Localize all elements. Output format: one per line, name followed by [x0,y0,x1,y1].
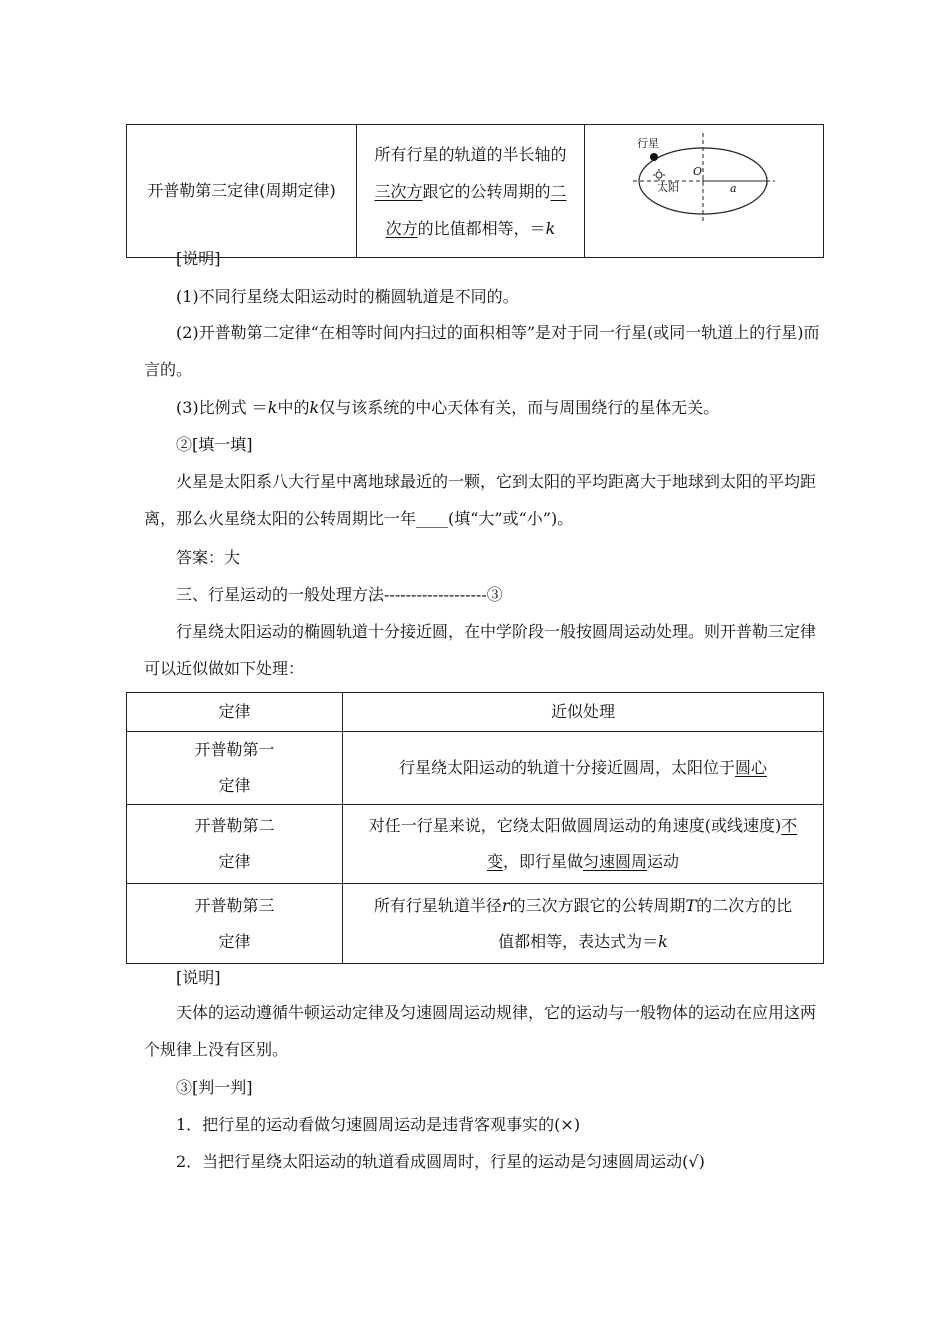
planet-dot [650,153,658,161]
fill-heading: ②[填一填] [176,435,253,454]
approx-text: 行星绕太阳运动的轨道十分接近圆周，太阳位于 [398,758,735,777]
approx-text: 对任一行星来说，它绕太阳做圆周运动的角速度(或线速度) [368,816,782,835]
diagram-cell [585,125,824,258]
underline-answer: 圆心 [735,758,768,777]
underline-cubic: 三次方 [374,181,423,201]
law-name: 定律 [218,776,251,795]
approx-text: 运动 [647,852,680,871]
law-name: 开普勒第三 [194,895,275,915]
law-name: 定律 [218,852,251,871]
sun-label: 太阳 [657,181,679,194]
approx-table [126,692,824,964]
law-line-2 [367,173,574,210]
law-name: 开普勒第一 [194,740,275,759]
constant-k: k [545,218,556,238]
section-title: 三、行星运动的一般处理方法-------------------③ [176,585,503,604]
approx-cell [343,884,824,964]
law-name: 定律 [218,931,251,951]
law-line-1: 所有行星的轨道的半长轴的 [374,144,567,164]
notes-heading: [说明] [176,249,221,268]
note-2: (2)开普勒第二定律“在相等时间内扫过的面积相等”是对于同一行星(或同一轨道上的行星)而言的。 [144,323,820,379]
approx-text: 的二次方的比 [696,895,793,915]
approx-line [353,888,813,924]
note-1: (1)不同行星绕太阳运动时的椭圆轨道是不同的。 [176,287,519,306]
approx-line [353,808,813,844]
approx-text: 值都相等，表达式为＝ [498,931,659,951]
header-law: 定律 [127,693,343,732]
sun-icon [653,169,665,181]
header-approx: 近似处理 [343,693,824,732]
note-3-text: (3)比例式 ＝ [176,398,268,417]
underline-answer: 匀速圆周 [583,852,648,871]
law-content-cell [356,125,584,258]
fill-question: 火星是太阳系八大行星中离地球最近的一颗，它到太阳的平均距离大于地球到太阳的平均距离，那么火星绕太阳的公转周期比一年____(填“大”或“小”)。 [144,472,817,528]
approx-line [353,844,813,880]
judge-item-2: 2．当把行星绕太阳运动的轨道看成圆周时，行星的运动是匀速圆周运动(√) [176,1152,705,1171]
underline-answer: 不 [781,816,798,835]
table-row [127,125,824,258]
table-row [127,884,824,964]
law-text: 跟它的公转周期的 [422,181,551,201]
note-3-text: 中的 [277,398,310,417]
approx-line [353,924,813,960]
judge-item-1: 1．把行星的运动看做匀速圆周运动是违背客观事实的(×) [176,1115,581,1134]
variable-T: T [685,895,697,915]
underline-square-2: 次方 [385,218,418,238]
orbit-diagram [585,125,823,244]
table-row [127,732,824,805]
approx-text: ，即行星做 [502,852,583,871]
kepler3-table [126,124,824,258]
note-3-text: 仅与该系统的中心天体有关，而与周围绕行的星体无关。 [319,398,720,417]
section-intro: 行星绕太阳运动的椭圆轨道十分接近圆，在中学阶段一般按圆周运动处理。则开普勒三定律可以近似做如下处理： [144,622,817,678]
notes-heading: [说明] [176,968,221,987]
fill-answer: 答案：大 [176,548,241,567]
law-cell [127,732,343,805]
law-line-3 [367,210,574,247]
constant-k: k [267,398,278,417]
law-name: 开普勒第三定律(周期定律) [147,181,336,200]
center-label: O [693,165,703,178]
approx-text: 所有行星轨道半径 [373,895,502,915]
note-text: 天体的运动遵循牛顿运动定律及匀速圆周运动规律，它的运动与一般物体的运动在应用这两个规律上没有区别。 [144,1003,817,1059]
constant-k: k [309,398,320,417]
law-name: 开普勒第二 [194,816,275,835]
table-header-row [127,693,824,732]
approx-cell [343,732,824,805]
approx-text: 的三次方跟它的公转周期 [509,895,686,915]
approx-cell [343,805,824,884]
note-3 [144,389,824,426]
judge-heading: ③[判一判] [176,1078,253,1097]
table-row [127,805,824,884]
axis-label: a [730,182,737,195]
underline-square: 二 [550,181,567,201]
planet-label: 行星 [637,137,659,150]
constant-k: k [658,931,668,951]
law-cell [127,805,343,884]
law-text: 的比值都相等，＝ [417,218,546,238]
law-name-cell [127,125,357,258]
variable-r: r [501,895,510,915]
law-cell [127,884,343,964]
underline-answer: 变 [486,852,503,871]
